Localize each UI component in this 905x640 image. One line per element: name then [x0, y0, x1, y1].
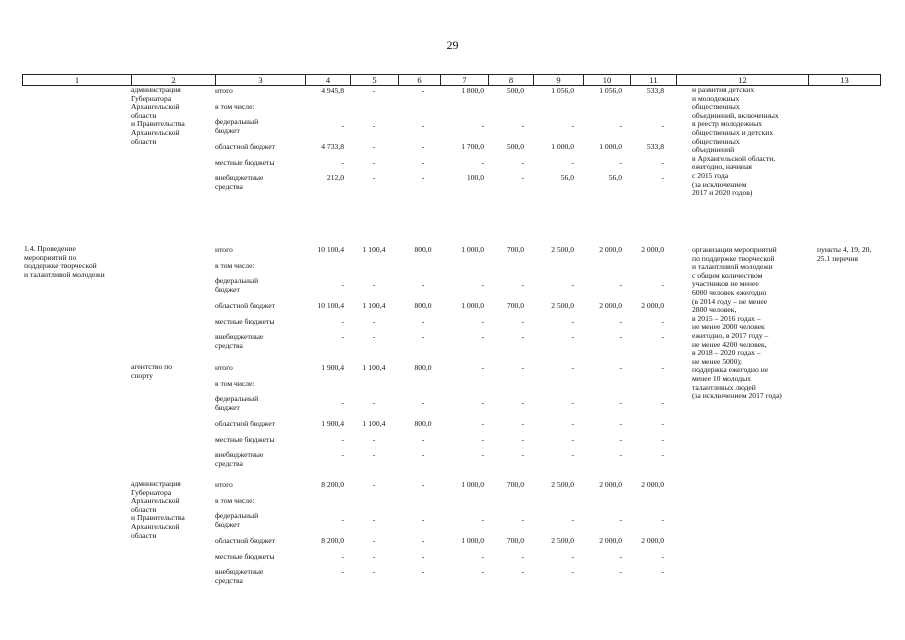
cell-offbudget: - — [521, 173, 524, 182]
cell-offbudget: - — [372, 450, 376, 459]
activity-name: и талантливой молодежи — [24, 269, 105, 279]
header-col: 1 — [74, 75, 80, 85]
cell-offbudget: 212,0 — [326, 173, 344, 182]
row-label-incl: в том числе: — [215, 102, 255, 111]
cell-offbudget: - — [481, 332, 484, 341]
expected-result: и талантливой молодежи — [692, 262, 773, 272]
cell-total: 2 000,0 — [599, 480, 622, 489]
row-label-incl: в том числе: — [215, 261, 255, 270]
expected-result: и развития детских — [692, 85, 755, 94]
row-label-offbudget: средства — [215, 458, 243, 468]
row-label-local: местные бюджеты — [215, 158, 275, 167]
executor-name: спорту — [131, 370, 153, 380]
cell-total: 700,0 — [506, 480, 524, 489]
cell-federal: - — [372, 515, 376, 524]
cell-federal: - — [619, 398, 622, 407]
cell-offbudget: - — [341, 450, 344, 459]
cell-offbudget: - — [571, 450, 574, 459]
expected-result: не менее 4200 человек, — [692, 339, 767, 349]
expected-result: (за исключением — [692, 179, 747, 189]
cell-local: - — [571, 317, 574, 326]
row-label-incl: в том числе: — [215, 496, 255, 505]
cell-regional: 700,0 — [506, 536, 524, 545]
header-col: 7 — [440, 75, 488, 85]
cell-offbudget: - — [481, 450, 484, 459]
cell-local: - — [421, 317, 425, 326]
cell-local: - — [521, 435, 524, 444]
cell-regional: 1 000,0 — [551, 142, 574, 151]
cell-offbudget: - — [421, 332, 425, 341]
cell-regional: - — [521, 419, 524, 428]
cell-total: 800,0 — [414, 245, 432, 254]
cell-regional: - — [619, 419, 622, 428]
expected-result: общественных — [692, 102, 740, 112]
cell-local: - — [571, 158, 574, 167]
expected-result: в 2015 – 2016 годах – — [692, 313, 761, 323]
executor-name: Архангельской — [131, 128, 180, 137]
page-number: 29 — [446, 38, 459, 52]
expected-result: ежегодно, в 2017 году – — [692, 331, 769, 340]
cell-regional: 1 700,0 — [461, 142, 484, 151]
expected-result: 6000 человек ежегодно — [692, 288, 767, 297]
cell-federal: - — [661, 121, 664, 130]
cell-local: - — [619, 552, 622, 561]
cell-federal: - — [521, 398, 524, 407]
cell-federal: - — [341, 398, 344, 407]
cell-local: - — [521, 552, 524, 561]
cell-regional: 2 500,0 — [551, 301, 574, 310]
cell-total: - — [481, 363, 484, 372]
cell-total: - — [571, 363, 574, 372]
cell-federal: - — [421, 515, 425, 524]
expected-result: не менее 5000); — [692, 356, 743, 366]
cell-offbudget: - — [619, 332, 622, 341]
cell-local: - — [372, 552, 376, 561]
cell-federal: - — [571, 121, 574, 130]
cell-federal: - — [341, 121, 344, 130]
cell-federal: - — [521, 280, 524, 289]
cell-offbudget: - — [521, 450, 524, 459]
row-label-offbudget: внебюджетные — [215, 567, 264, 576]
row-label-local: местные бюджеты — [215, 552, 275, 561]
cell-federal: - — [341, 515, 344, 524]
cell-total: 1 000,0 — [461, 480, 484, 489]
cell-federal: - — [421, 280, 425, 289]
cell-local: - — [661, 158, 664, 167]
row-label-offbudget: средства — [215, 181, 243, 191]
header-col: 10 — [583, 75, 630, 85]
header-col: 8 — [488, 75, 533, 85]
expected-result: (в 2014 году – не менее — [692, 296, 768, 306]
cell-offbudget: - — [421, 567, 425, 576]
expected-result: 2017 и 2020 годов) — [692, 188, 753, 198]
header-col: 11 — [630, 75, 676, 85]
cell-total: 8 200,0 — [321, 480, 344, 489]
header-col: 4 — [305, 75, 350, 85]
header-col: 2 — [131, 75, 215, 85]
cell-federal: - — [661, 280, 664, 289]
cell-total: 1 000,0 — [461, 245, 484, 254]
cell-total: 1 800,0 — [461, 86, 484, 95]
cell-total: 1 100,4 — [362, 245, 386, 254]
expected-result: (за исключением 2017 года) — [692, 391, 782, 401]
cell-total: 1 056,0 — [551, 86, 574, 95]
expected-result: по поддержке творческой — [692, 253, 775, 263]
cell-offbudget: - — [341, 567, 344, 576]
expected-result: с общим количеством — [692, 270, 763, 280]
executor-name: области — [131, 530, 157, 540]
row-label-federal: федеральный — [215, 276, 259, 285]
cell-offbudget: 100,0 — [466, 173, 484, 182]
cell-federal: - — [372, 121, 376, 130]
cell-offbudget: 56,0 — [560, 173, 574, 182]
cell-federal: - — [372, 398, 376, 407]
activity-name: 1.4. Проведение — [24, 244, 76, 253]
cell-regional: - — [571, 419, 574, 428]
header-col: 13 — [808, 75, 880, 85]
cell-regional: - — [372, 536, 376, 545]
cell-regional: 2 000,0 — [641, 301, 664, 310]
cell-local: - — [341, 317, 344, 326]
cell-total: 533,8 — [646, 86, 664, 95]
cell-total: - — [521, 363, 524, 372]
executor-name: Архангельской — [131, 522, 180, 531]
row-label-local: местные бюджеты — [215, 317, 275, 326]
row-label-total: итого — [215, 86, 233, 95]
executor-name: администрация — [131, 85, 181, 94]
row-label-local: местные бюджеты — [215, 435, 275, 444]
row-label-total: итого — [215, 363, 233, 372]
cell-regional: 1 000,0 — [461, 536, 484, 545]
activity-name: мероприятий по — [24, 252, 77, 262]
cell-offbudget: - — [481, 567, 484, 576]
expected-result: объединений — [692, 145, 735, 155]
cell-total: 800,0 — [414, 363, 432, 372]
cell-regional: 2 500,0 — [551, 536, 574, 545]
cell-local: - — [372, 435, 376, 444]
cell-regional: 1 100,4 — [362, 419, 386, 428]
expected-result: 2800 человек, — [692, 305, 737, 315]
expected-result: менее 10 молодых — [692, 374, 752, 383]
expected-result: общественных — [692, 136, 740, 146]
row-label-federal: бюджет — [215, 284, 240, 294]
cell-offbudget: - — [619, 450, 622, 459]
cell-federal: - — [341, 280, 344, 289]
executor-name: Губернатора — [131, 93, 172, 103]
cell-local: - — [619, 435, 622, 444]
cell-total: 2 000,0 — [641, 480, 664, 489]
cell-total: 2 500,0 — [551, 480, 574, 489]
expected-result: в Архангельской области, — [692, 153, 776, 163]
cell-total: 2 000,0 — [599, 245, 622, 254]
cell-offbudget: - — [661, 332, 664, 341]
executor-name: агентство по — [131, 362, 173, 371]
cell-regional: 1 900,4 — [321, 419, 344, 428]
cell-regional: 800,0 — [414, 419, 432, 428]
cell-federal: - — [421, 398, 425, 407]
executor-name: и Правительства — [131, 513, 185, 523]
row-label-federal: бюджет — [215, 519, 240, 529]
cell-offbudget: - — [661, 450, 664, 459]
cell-local: - — [521, 158, 524, 167]
cell-regional: 533,8 — [646, 142, 664, 151]
executor-name: Губернатора — [131, 487, 172, 497]
activity-name: поддержке творческой — [24, 261, 97, 271]
cell-regional: 8 200,0 — [321, 536, 344, 545]
cell-federal: - — [481, 515, 484, 524]
expected-result: организация мероприятий — [692, 245, 777, 254]
cell-local: - — [619, 158, 622, 167]
expected-result: талантливых людей — [692, 382, 756, 392]
cell-federal: - — [571, 398, 574, 407]
cell-local: - — [661, 317, 664, 326]
cell-offbudget: - — [372, 173, 376, 182]
cell-total: 700,0 — [506, 245, 524, 254]
cell-offbudget: - — [521, 332, 524, 341]
row-label-offbudget: внебюджетные — [215, 332, 264, 341]
cell-regional: - — [481, 419, 484, 428]
cell-local: - — [481, 552, 484, 561]
cell-total: - — [421, 480, 425, 489]
cell-local: - — [661, 435, 664, 444]
cell-total: 1 056,0 — [599, 86, 622, 95]
row-label-regional: областной бюджет — [215, 301, 275, 310]
cell-federal: - — [619, 515, 622, 524]
cell-local: - — [571, 435, 574, 444]
cell-local: - — [341, 435, 344, 444]
cell-local: - — [421, 435, 425, 444]
cell-local: - — [372, 317, 376, 326]
expected-result: объединений, включенных — [692, 110, 779, 120]
header-col: 3 — [215, 75, 305, 85]
cell-federal: - — [571, 280, 574, 289]
cell-total: 1 100,4 — [362, 363, 386, 372]
row-label-incl: в том числе: — [215, 379, 255, 388]
row-label-federal: федеральный — [215, 394, 259, 403]
cell-federal: - — [481, 280, 484, 289]
cell-total: 2 500,0 — [551, 245, 574, 254]
row-label-regional: областной бюджет — [215, 536, 275, 545]
executor-name: области — [131, 110, 157, 120]
cell-local: - — [372, 158, 376, 167]
cell-regional: - — [421, 536, 425, 545]
cell-regional: 2 000,0 — [641, 536, 664, 545]
cell-total: 500,0 — [506, 86, 524, 95]
cell-regional: 10 100,4 — [317, 301, 344, 310]
expected-result: участников не менее — [692, 279, 759, 289]
cell-regional: 2 000,0 — [599, 536, 622, 545]
cell-offbudget: 56,0 — [608, 173, 622, 182]
cell-local: - — [481, 158, 484, 167]
cell-total: - — [421, 86, 425, 95]
cell-total: - — [661, 363, 664, 372]
row-label-federal: бюджет — [215, 402, 240, 412]
cell-regional: 700,0 — [506, 301, 524, 310]
expected-result: в реестр молодежных — [692, 119, 763, 129]
cell-federal: - — [661, 515, 664, 524]
cell-regional: 1 000,0 — [599, 142, 622, 151]
expected-result: в 2018 – 2020 годах – — [692, 348, 761, 358]
cell-offbudget: - — [421, 173, 425, 182]
cell-offbudget: - — [421, 450, 425, 459]
executor-name: администрация — [131, 479, 181, 488]
cell-federal: - — [481, 398, 484, 407]
row-label-regional: областной бюджет — [215, 142, 275, 151]
cell-local: - — [481, 435, 484, 444]
expected-result: ежегодно, начиная — [692, 162, 752, 172]
cell-offbudget: - — [661, 173, 664, 182]
cell-total: - — [372, 86, 376, 95]
cell-regional: 1 100,4 — [362, 301, 386, 310]
cell-local: - — [481, 317, 484, 326]
cell-total: - — [372, 480, 376, 489]
row-label-federal: бюджет — [215, 125, 240, 135]
cell-regional: - — [661, 419, 664, 428]
executor-name: области — [131, 504, 157, 514]
cell-total: 4 945,8 — [321, 86, 344, 95]
executor-name: и Правительства — [131, 119, 185, 129]
cell-federal: - — [481, 121, 484, 130]
cell-local: - — [521, 317, 524, 326]
indicators: пункты 4, 19, 20, — [817, 245, 872, 254]
cell-regional: 800,0 — [414, 301, 432, 310]
cell-total: 10 100,4 — [317, 245, 344, 254]
cell-federal: - — [619, 121, 622, 130]
cell-total: - — [619, 363, 622, 372]
cell-local: - — [619, 317, 622, 326]
row-label-offbudget: внебюджетные — [215, 173, 264, 182]
cell-federal: - — [619, 280, 622, 289]
cell-local: - — [421, 552, 425, 561]
cell-federal: - — [571, 515, 574, 524]
row-label-federal: федеральный — [215, 117, 259, 126]
row-label-total: итого — [215, 480, 233, 489]
cell-regional: - — [421, 142, 425, 151]
expected-result: общественных и детских — [692, 128, 774, 137]
cell-offbudget: - — [571, 567, 574, 576]
cell-regional: 500,0 — [506, 142, 524, 151]
cell-federal: - — [521, 121, 524, 130]
cell-federal: - — [372, 280, 376, 289]
cell-offbudget: - — [341, 332, 344, 341]
cell-total: 1 900,4 — [321, 363, 344, 372]
executor-name: Архангельской — [131, 102, 180, 112]
executor-name: области — [131, 136, 157, 146]
expected-result: не менее 2000 человек — [692, 322, 765, 332]
row-label-offbudget: средства — [215, 575, 243, 585]
cell-offbudget: - — [372, 567, 376, 576]
cell-regional: 4 733,8 — [321, 142, 344, 151]
cell-local: - — [341, 158, 344, 167]
cell-local: - — [421, 158, 425, 167]
cell-federal: - — [661, 398, 664, 407]
cell-local: - — [571, 552, 574, 561]
indicators: 25.1 перечня — [817, 253, 858, 263]
cell-offbudget: - — [571, 332, 574, 341]
expected-result: поддержка ежегодно не — [692, 365, 769, 375]
row-label-regional: областной бюджет — [215, 419, 275, 428]
cell-offbudget: - — [619, 567, 622, 576]
cell-local: - — [661, 552, 664, 561]
cell-offbudget: - — [661, 567, 664, 576]
cell-offbudget: - — [372, 332, 376, 341]
expected-result: с 2015 года — [692, 171, 729, 180]
header-col: 5 — [350, 75, 398, 85]
cell-local: - — [341, 552, 344, 561]
row-label-offbudget: внебюджетные — [215, 450, 264, 459]
cell-federal: - — [521, 515, 524, 524]
header-col: 9 — [533, 75, 583, 85]
expected-result: и молодежных — [692, 93, 740, 103]
row-label-offbudget: средства — [215, 340, 243, 350]
cell-regional: 2 000,0 — [599, 301, 622, 310]
cell-offbudget: - — [521, 567, 524, 576]
header-col: 12 — [676, 75, 808, 85]
cell-total: 2 000,0 — [641, 245, 664, 254]
header-col: 6 — [398, 75, 440, 85]
cell-regional: 1 000,0 — [461, 301, 484, 310]
row-label-total: итого — [215, 245, 233, 254]
row-label-federal: федеральный — [215, 511, 259, 520]
cell-regional: - — [372, 142, 376, 151]
executor-name: Архангельской — [131, 496, 180, 506]
cell-federal: - — [421, 121, 425, 130]
